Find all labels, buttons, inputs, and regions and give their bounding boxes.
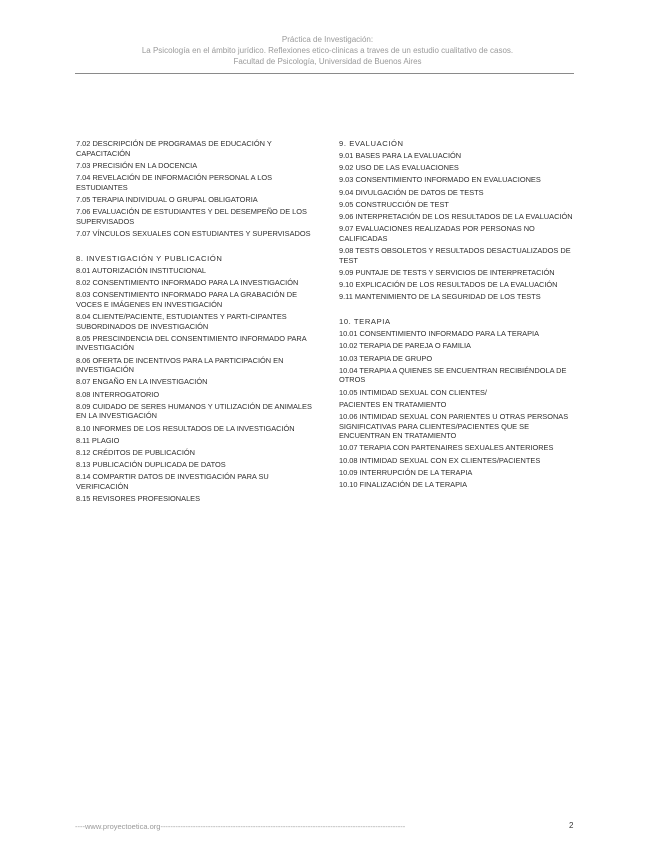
list-item: 7.02 DESCRIPCIÓN DE PROGRAMAS DE EDUCACIÓN Y CAPACITACIÓN: [76, 139, 272, 158]
list-item: 7.03 PRECISIÓN EN LA DOCENCIA: [76, 160, 198, 170]
section-heading-10: 10. TERAPIA: [339, 317, 391, 327]
list-item: 10.03 TERAPIA DE GRUPO: [339, 353, 433, 363]
list-item: 9.06 INTERPRETACIÓN DE LOS RESULTADOS DE LA EVALUACIÓN: [339, 211, 573, 221]
list-item: 8.11 PLAGIO: [76, 435, 120, 445]
list-item: 7.06 EVALUACIÓN DE ESTUDIANTES Y DEL DESEMPEÑO DE LOS SUPERVISADOS: [76, 206, 307, 226]
section-heading-8: 8. INVESTIGACIÓN Y PUBLICACIÓN: [76, 253, 223, 263]
list-item: 8.01 AUTORIZACIÓN INSTITUCIONAL: [76, 265, 207, 275]
list-item: 8.09 CUIDADO DE SERES HUMANOS Y UTILIZACIÓN DE ANIMALES EN LA INVESTIGACIÓN: [76, 401, 312, 421]
list-item: 10.01 CONSENTIMIENTO INFORMADO PARA LA TERAPIA: [339, 329, 540, 339]
list-item: 9.08 TESTS OBSOLETOS Y RESULTADOS DESACTUALIZADOS DE TEST: [339, 245, 571, 265]
list-item: 8.15 REVISORES PROFESIONALES: [76, 494, 201, 504]
list-item: 10.07 TERAPIA CON PARTENAIRES SEXUALES ANTERIORES: [339, 443, 554, 453]
section-heading-9: 9. EVALUACIÓN: [339, 139, 404, 148]
header-subtitle: La Psicología en el ámbito jurídico. Reflexiones etico-clinicas a traves de un estudio cualitativo de casos.: [141, 46, 514, 55]
list-item: 9.07 EVALUACIONES REALIZADAS POR PERSONAS NO CALIFICADAS: [339, 224, 535, 243]
list-item: 9.03 CONSENTIMIENTO INFORMADO EN EVALUACIONES: [339, 175, 541, 185]
list-item: 9.11 MANTENIMIENTO DE LA SEGURIDAD DE LOS TESTS: [339, 292, 541, 302]
list-item: 9.04 DIVULGACIÓN DE DATOS DE TESTS: [339, 187, 484, 197]
page-number: 2: [569, 821, 574, 830]
list-item: 8.05 PRESCINDENCIA DEL CONSENTIMIENTO INFORMADO PARA INVESTIGACIÓN: [76, 333, 307, 353]
list-item: 10.06 INTIMIDAD SEXUAL CON PARIENTES U OTRAS PERSONAS SIGNIFICATIVAS PARA CLIENTES/PACIENTES QUE SE ENCUENTRAN EN TRATAMIENTO: [339, 411, 569, 441]
list-item: 8.14 COMPARTIR DATOS DE INVESTIGACIÓN PARA SU VERIFICACIÓN: [76, 472, 269, 491]
page-header: [0, 34, 655, 67]
list-item: 8.13 PUBLICACIÓN DUPLICADA DE DATOS: [76, 460, 226, 470]
header-rule: [75, 73, 574, 74]
list-item: 8.07 ENGAÑO EN LA INVESTIGACIÓN: [76, 377, 208, 387]
left-column: [76, 139, 314, 506]
list-item: 10.09 INTERRUPCIÓN DE LA TERAPIA: [339, 467, 473, 477]
list-item: 8.06 OFERTA DE INCENTIVOS PARA LA PARTICIPACIÓN EN INVESTIGACIÓN: [76, 355, 284, 375]
list-item: 8.10 INFORMES DE LOS RESULTADOS DE LA INVESTIGACIÓN: [76, 423, 295, 433]
list-item: 9.10 EXPLICACIÓN DE LOS RESULTADOS DE LA EVALUACIÓN: [339, 279, 558, 289]
list-item: PACIENTES EN TRATAMIENTO: [339, 399, 447, 409]
header-title: Práctica de Investigación:: [281, 35, 374, 44]
list-item: 9.02 USO DE LAS EVALUACIONES: [339, 163, 459, 173]
list-item: 10.04 TERAPIA A QUIENES SE ENCUENTRAN RECIBIÉNDOLA DE OTROS: [339, 365, 567, 385]
list-item: 8.12 CRÉDITOS DE PUBLICACIÓN: [76, 447, 195, 457]
list-item: 9.05 CONSTRUCCIÓN DE TEST: [339, 199, 449, 209]
footer-link[interactable]: ----www.proyectoetica.org--------------------------------------------------------------------------------------------------: [75, 822, 406, 831]
header-institution: Facultad de Psicología, Universidad de Buenos Aires: [233, 57, 422, 66]
list-item: 8.03 CONSENTIMIENTO INFORMADO PARA LA GRABACIÓN DE VOCES E IMÁGENES EN INVESTIGACIÓN: [76, 290, 298, 309]
list-item: 8.02 CONSENTIMIENTO INFORMADO PARA LA INVESTIGACIÓN: [76, 278, 299, 288]
list-item: 8.04 CLIENTE/PACIENTE, ESTUDIANTES Y PARTI-CIPANTES SUBORDINADOS DE INVESTIGACIÓN: [76, 312, 287, 331]
list-item: 9.09 PUNTAJE DE TESTS Y SERVICIOS DE INTERPRETACIÓN: [339, 267, 555, 277]
list-item: 10.08 INTIMIDAD SEXUAL CON EX CLIENTES/PACIENTES: [339, 455, 541, 465]
list-item: 10.05 INTIMIDAD SEXUAL CON CLIENTES/: [339, 387, 487, 397]
right-column: [339, 139, 579, 492]
list-item: 10.10 FINALIZACIÓN DE LA TERAPIA: [339, 479, 468, 489]
list-item: 8.08 INTERROGATORIO: [76, 389, 160, 399]
list-item: 10.02 TERAPIA DE PAREJA O FAMILIA: [339, 341, 471, 351]
list-item: 7.04 REVELACIÓN DE INFORMACIÓN PERSONAL A LOS ESTUDIANTES: [76, 172, 273, 192]
list-item: 9.01 BASES PARA LA EVALUACIÓN: [339, 151, 462, 160]
list-item: 7.07 VÍNCULOS SEXUALES CON ESTUDIANTES Y SUPERVISADOS: [76, 228, 311, 238]
list-item: 7.05 TERAPIA INDIVIDUAL O GRUPAL OBLIGATORIA: [76, 194, 258, 204]
